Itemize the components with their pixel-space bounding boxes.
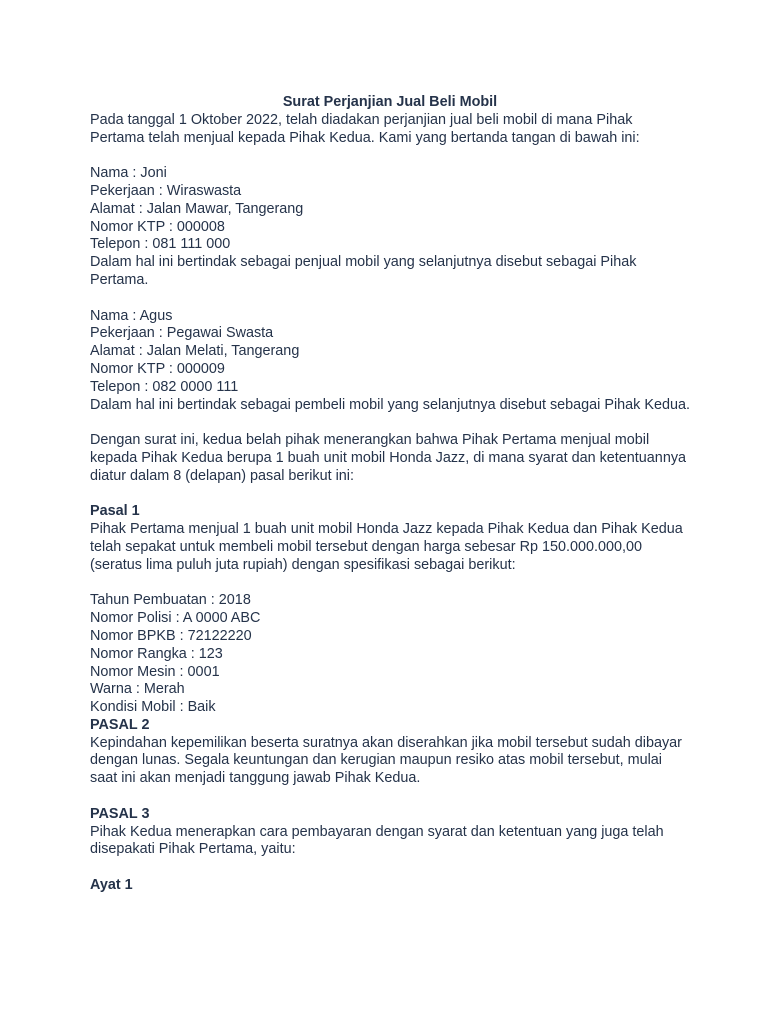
second-party-id-number: Nomor KTP : 000009 [90,360,225,377]
agreement-statement: Dengan surat ini, kedua belah pihak menerangkan bahwa Pihak Pertama menjual mobil kepada Pihak Kedua berupa 1 buah unit mobil Honda Jazz, di mana syarat dan ketentuannya diatur dalam 8 (delapan) pasal berikut ini: [90,432,687,484]
article-2-heading: PASAL 2 [90,716,150,733]
article-3-heading: PASAL 3 [90,805,150,822]
first-party-occupation: Pekerjaan : Wiraswasta [90,182,242,199]
spacer [90,147,690,165]
document-page [90,94,690,895]
first-party-phone: Telepon : 081 111 000 [90,236,231,253]
spec-condition: Kondisi Mobil : Baik [90,699,216,716]
second-party-role: Dalam hal ini bertindak sebagai pembeli mobil yang selanjutnya disebut sebagai Pihak Kedua. [90,396,690,413]
article-1-heading: Pasal 1 [90,503,140,520]
second-party-occupation: Pekerjaan : Pegawai Swasta [90,325,274,342]
first-party-name: Nama : Joni [90,165,167,182]
spec-color: Warna : Merah [90,681,185,698]
first-party-role: Dalam hal ini bertindak sebagai penjual mobil yang selanjutnya disebut sebagai Pihak Pertama. [90,254,637,288]
article-3-text: Pihak Kedua menerapkan cara pembayaran dengan syarat dan ketentuan yang juga telah disepakati Pihak Pertama, yaitu: [90,823,664,858]
spec-plate-number: Nomor Polisi : A 0000 ABC [90,610,261,627]
spec-chassis-number: Nomor Rangka : 123 [90,645,223,662]
spacer [90,486,690,504]
spacer [90,290,690,308]
first-party-id-number: Nomor KTP : 000008 [90,218,225,235]
spacer [90,788,690,806]
article-2-text: Kepindahan kepemilikan beserta suratnya akan diserahkan jika mobil tersebut sudah dibayar dengan lunas. Segala keuntungan dan kerugian maupun resiko atas mobil tersebut, mulai saat ini akan menjadi tanggung jawab Pihak Kedua. [90,734,682,787]
spacer [90,414,690,432]
spacer [90,575,690,593]
spacer [90,859,690,877]
document-title: Surat Perjanjian Jual Beli Mobil [282,94,498,110]
spec-year: Tahun Pembuatan : 2018 [90,592,251,609]
intro-paragraph: Pada tanggal 1 Oktober 2022, telah diadakan perjanjian jual beli mobil di mana Pihak Pertama telah menjual kepada Pihak Kedua. Kami yang bertanda tangan di bawah ini: [90,111,640,146]
second-party-address: Alamat : Jalan Melati, Tangerang [90,343,300,360]
first-party-address: Alamat : Jalan Mawar, Tangerang [90,200,304,217]
spec-engine-number: Nomor Mesin : 0001 [90,663,220,680]
second-party-name: Nama : Agus [90,307,173,324]
clause-1-heading: Ayat 1 [90,877,133,894]
second-party-phone: Telepon : 082 0000 111 [90,378,239,395]
article-1-text: Pihak Pertama menjual 1 buah unit mobil Honda Jazz kepada Pihak Kedua dan Pihak Kedua telah sepakat untuk membeli mobil tersebut dengan harga sebesar Rp 150.000.000,00 (seratus lima puluh juta rupiah) dengan spesifikasi sebagai berikut: [90,521,683,573]
spec-bpkb-number: Nomor BPKB : 72122220 [90,627,252,644]
